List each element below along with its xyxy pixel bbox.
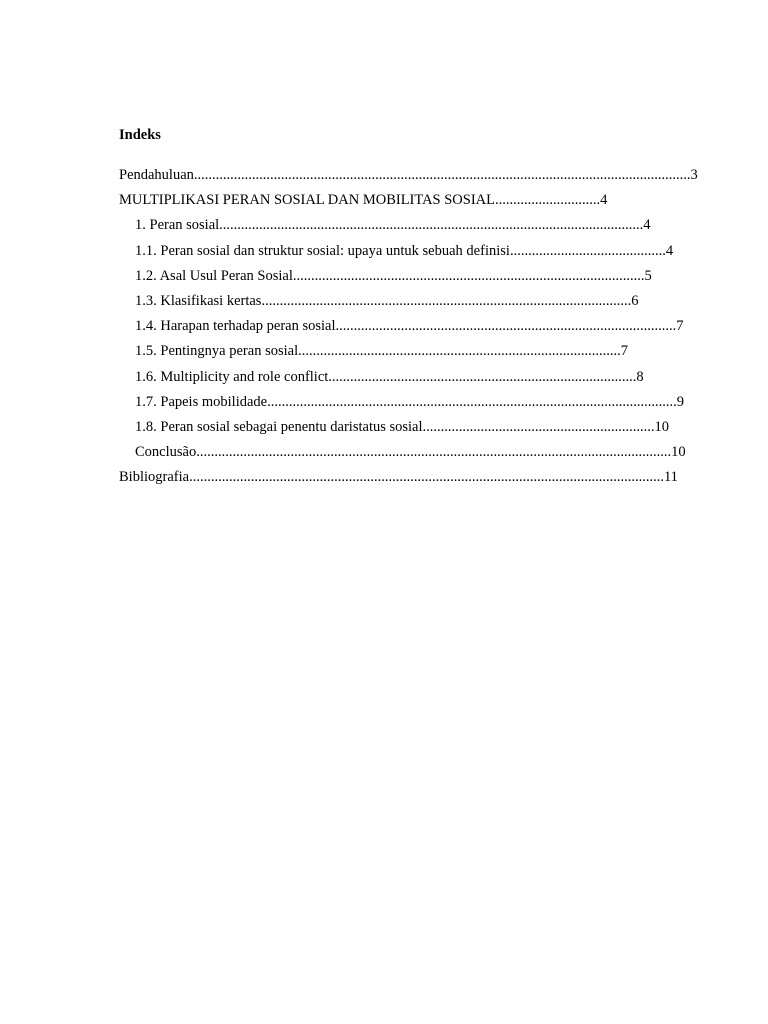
toc-page-number: 6 <box>631 292 639 309</box>
toc-page-number: 3 <box>690 167 698 183</box>
toc-leader: ...................................................................................................... <box>261 292 632 309</box>
toc-entry-1-5[interactable] <box>119 342 698 367</box>
toc-page-number: 9 <box>676 393 684 410</box>
toc-entry-multiplikasi[interactable] <box>119 191 698 216</box>
toc-leader: ......................................................................................... <box>298 343 621 360</box>
toc-leader: ............................. <box>495 192 601 209</box>
toc-entry-title: Pendahuluan <box>119 167 194 183</box>
toc-leader: .............................................................................................. <box>335 318 677 335</box>
toc-entry-title: 1.7. Papeis mobilidade <box>135 393 268 410</box>
toc-page-number: 4 <box>600 192 608 209</box>
toc-leader: ................................................................................................................................... <box>189 469 664 486</box>
toc-entry-1-8[interactable] <box>119 418 698 443</box>
toc-leader: ................................................................ <box>422 418 655 435</box>
toc-entry-title: MULTIPLIKASI PERAN SOSIAL DAN MOBILITAS SOSIAL <box>119 192 495 209</box>
toc-page-number: 4 <box>643 217 651 234</box>
toc-entry-1-1[interactable] <box>119 242 698 267</box>
toc-heading: Indeks <box>119 127 161 143</box>
toc-entry-title: 1.8. Peran sosial sebagai penentu daristatus sosial <box>135 418 423 435</box>
toc-page-number: 10 <box>671 444 686 461</box>
toc-entry-1-3[interactable] <box>119 292 698 317</box>
toc-page-number: 8 <box>636 368 644 385</box>
toc-entry-title: 1. Peran sosial <box>135 217 220 234</box>
toc-entry-title: 1.3. Klasifikasi kertas <box>135 292 262 309</box>
toc-entry-title: 1.4. Harapan terhadap peran sosial <box>135 318 336 335</box>
toc-entry-title: 1.2. Asal Usul Peran Sosial <box>135 267 293 284</box>
toc-entry-bibliografia[interactable] <box>119 468 698 493</box>
toc-entry-peran-sosial[interactable] <box>119 216 698 241</box>
toc-entry-title: 1.5. Pentingnya peran sosial <box>135 343 299 360</box>
toc-page-number: 5 <box>644 267 652 284</box>
toc-leader: ................................................................................................................. <box>267 393 677 410</box>
toc-leader: ........................................... <box>509 242 666 259</box>
toc-entry-1-4[interactable] <box>119 317 698 342</box>
toc-leader: ................................................................................................. <box>292 267 645 284</box>
toc-leader: ................................................................................................................................... <box>196 444 672 461</box>
toc-page-number: 7 <box>676 318 684 335</box>
toc-page-number: 11 <box>663 469 678 486</box>
toc-entry-title: Conclusão <box>135 444 197 461</box>
toc-leader: ..................................................................................... <box>328 368 637 385</box>
table-of-contents <box>119 166 698 493</box>
toc-entry-title: Bibliografia <box>119 469 190 486</box>
toc-leader: ......................................................................................................................................... <box>193 167 691 183</box>
toc-entry-title: 1.1. Peran sosial dan struktur sosial: upaya untuk sebuah definisi <box>135 242 510 259</box>
toc-entry-1-7[interactable] <box>119 393 698 418</box>
toc-page-number: 4 <box>665 242 674 259</box>
toc-page-number: 10 <box>654 418 670 435</box>
toc-entry-title: 1.6. Multiplicity and role conflict <box>135 368 329 385</box>
toc-page-number: 7 <box>620 343 628 360</box>
toc-entry-pendahuluan[interactable] <box>119 166 698 191</box>
toc-entry-conclusao[interactable] <box>119 443 698 468</box>
toc-entry-1-6[interactable] <box>119 368 698 393</box>
toc-entry-1-2[interactable] <box>119 267 698 292</box>
toc-leader: ..................................................................................................................... <box>219 217 644 234</box>
